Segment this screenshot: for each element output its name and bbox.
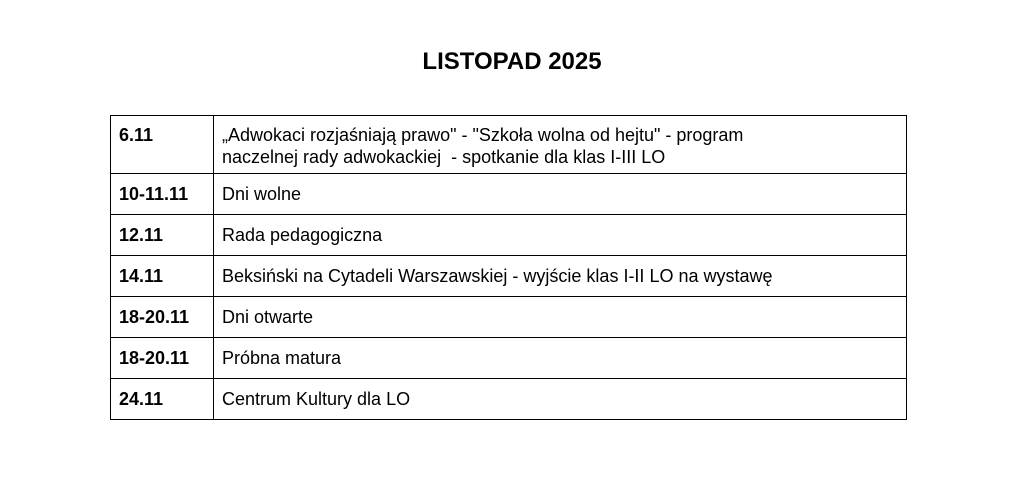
event-date: 6.11 <box>111 116 214 174</box>
event-description-line: naczelnej rady adwokackiej - spotkanie dla klas I-III LO <box>222 147 666 167</box>
event-description: Dni otwarte <box>214 297 907 338</box>
event-description: Beksiński na Cytadeli Warszawskiej - wyjście klas I-II LO na wystawę <box>214 256 907 297</box>
table-row <box>111 379 907 420</box>
event-date: 12.11 <box>111 215 214 256</box>
table-row <box>111 338 907 379</box>
event-description: Centrum Kultury dla LO <box>214 379 907 420</box>
event-description: Rada pedagogiczna <box>214 215 907 256</box>
table-row <box>111 297 907 338</box>
table-row <box>111 256 907 297</box>
event-date: 24.11 <box>111 379 214 420</box>
table-row <box>111 174 907 215</box>
event-date: 18-20.11 <box>111 338 214 379</box>
event-date: 14.11 <box>111 256 214 297</box>
event-description-line: „Adwokaci rozjaśniają prawo" - "Szkoła wolna od hejtu" - program <box>222 125 744 145</box>
events-table <box>110 115 907 420</box>
event-description: Dni wolne <box>214 174 907 215</box>
table-row <box>111 116 907 174</box>
event-date: 10-11.11 <box>111 174 214 215</box>
table-row <box>111 215 907 256</box>
event-description <box>214 116 907 174</box>
page-title: LISTOPAD 2025 <box>422 48 602 75</box>
event-date: 18-20.11 <box>111 297 214 338</box>
event-description: Próbna matura <box>214 338 907 379</box>
